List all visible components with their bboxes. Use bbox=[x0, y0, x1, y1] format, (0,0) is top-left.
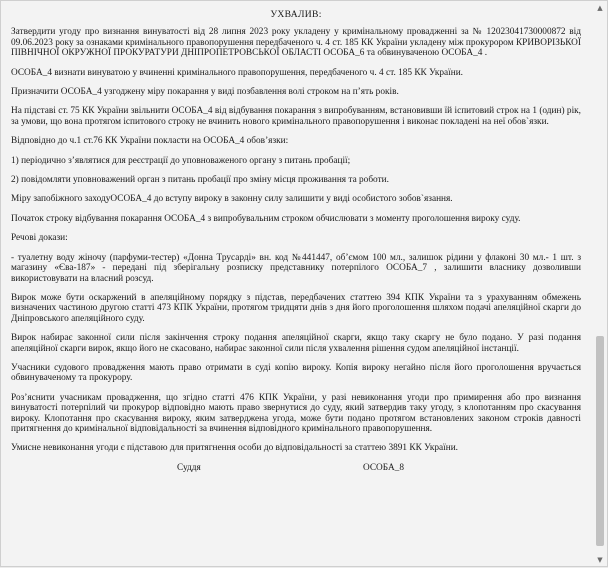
scrollbar-thumb[interactable] bbox=[596, 336, 604, 546]
vertical-scrollbar[interactable] bbox=[595, 4, 605, 564]
paragraph: Вирок може бути оскаржений в апеляційному порядку з підстав, передбачених статтею 394 КПК України та з урахуванням обмежень визначених частиною другою статті 473 КПК України, протягом тридцяти днів з дня його проголошення шляхом подачі апеляційної скарги до Дніпровського апеляційного суду. bbox=[11, 292, 581, 324]
judge-title: Суддя bbox=[177, 462, 201, 473]
document-body bbox=[11, 1, 581, 568]
triangle-down-icon[interactable]: ▼ bbox=[597, 556, 603, 564]
paragraph: Призначити ОСОБА_4 узгоджену міру покарання у виді позбавлення волі строком на п’ять років. bbox=[11, 87, 399, 98]
document-heading: УХВАЛИВ: bbox=[270, 9, 322, 20]
paragraph: Учасники судового провадження мають право отримати в суді копію вироку. Копія вироку негайно після його проголошення вручається обвинуваченому та прокурору. bbox=[11, 362, 581, 384]
paragraph: Речові докази: bbox=[11, 233, 68, 244]
triangle-up-icon[interactable]: ▲ bbox=[597, 4, 603, 12]
paragraph: Затвердити угоду про визнання винуватості від 28 липня 2023 року укладену у кримінальному провадженні за № 12023041730000872 від 09.06.2023 року за ознаками кримінального правопорушення передбаченого ч. 4 ст. 185 КК України укладену між прокурором КРИВОРІЗЬКОЇ ПІВНІЧНОЇ ОКРУЖНОЇ ПРОКУРАТУРИ ДНІПРОПЕТРОВСЬКОЇ ОБЛАСТІ ОСОБА_6 та обвинуваченою ОСОБА_4 . bbox=[11, 27, 581, 59]
paragraph: На підставі ст. 75 КК України звільнити ОСОБА_4 від відбування покарання з випробуванням, встановивши їй іспитовий строк на 1 (один) рік, за умови, що вона протягом іспитового строку не вчинить нового кримінального правопорушення і виконає покладені на неї обов`язки. bbox=[11, 106, 581, 127]
judge-name: ОСОБА_8 bbox=[363, 462, 404, 473]
paragraph: 2) повідомляти уповноважений орган з питань пробації про зміну місця проживання та роботи. bbox=[11, 175, 389, 186]
paragraph: Роз’яснити учасникам провадження, що згідно статті 476 КПК України, у разі невиконання угоди про примирення або про визнання винуватості потерпілий чи прокурор відповідно мають право звернутися до суду, який затвердив таку угоду, з клопотанням про скасування вироку. Клопотання про скасування вироку, яким затверджена угода, може бути подано протягом встановлених законом строків давності притягнення до кримінальної відповідальності за вчинення відповідного кримінального правопорушення. bbox=[11, 392, 581, 434]
paragraph: 1) періодично з’являтися для реєстрації до уповноваженого органу з питань пробації; bbox=[11, 155, 351, 166]
paragraph: Початок строку відбування покарання ОСОБА_4 з випробувальним строком обчислювати з моменту проголошення вироку суду. bbox=[11, 213, 521, 224]
signature-block bbox=[11, 463, 581, 477]
paragraph: Міру запобіжного заходуОСОБА_4 до вступу вироку в законну силу залишити у виді особистого зобов`язання. bbox=[11, 194, 453, 205]
paragraph: Відповідно до ч.1 ст.76 КК України покласти на ОСОБА_4 обов’язки: bbox=[11, 136, 289, 147]
paragraph: Вирок набирає законної сили після закінчення строку подання апеляційної скарги, якщо таку скаргу не було подано. У разі подання апеляційної скарги вирок, якщо його не скасовано, набирає законної сили після ухвалення рішення судом апеляційної інстанції. bbox=[11, 333, 581, 354]
paragraph: - туалетну воду жіночу (парфуми-тестер) «Донна Трусарді» вн. код №441447, об’ємом 100 мл., залишок рідини у флаконі 30 мл.- 1 шт. з магазину «Єва-187» - передані під зберігальну розписку представнику потерпілого ОСОБА_7 , залишити власнику дозволивши використовувати на власний розсуд. bbox=[11, 252, 581, 284]
paragraph: Умисне невиконання угоди є підставою для притягнення особи до відповідальності за статтею 3891 КК України. bbox=[11, 443, 459, 454]
paragraph: ОСОБА_4 визнати винуватою у вчиненні кримінального правопорушення, передбаченого ч. 4 ст. 185 КК України. bbox=[11, 67, 463, 78]
